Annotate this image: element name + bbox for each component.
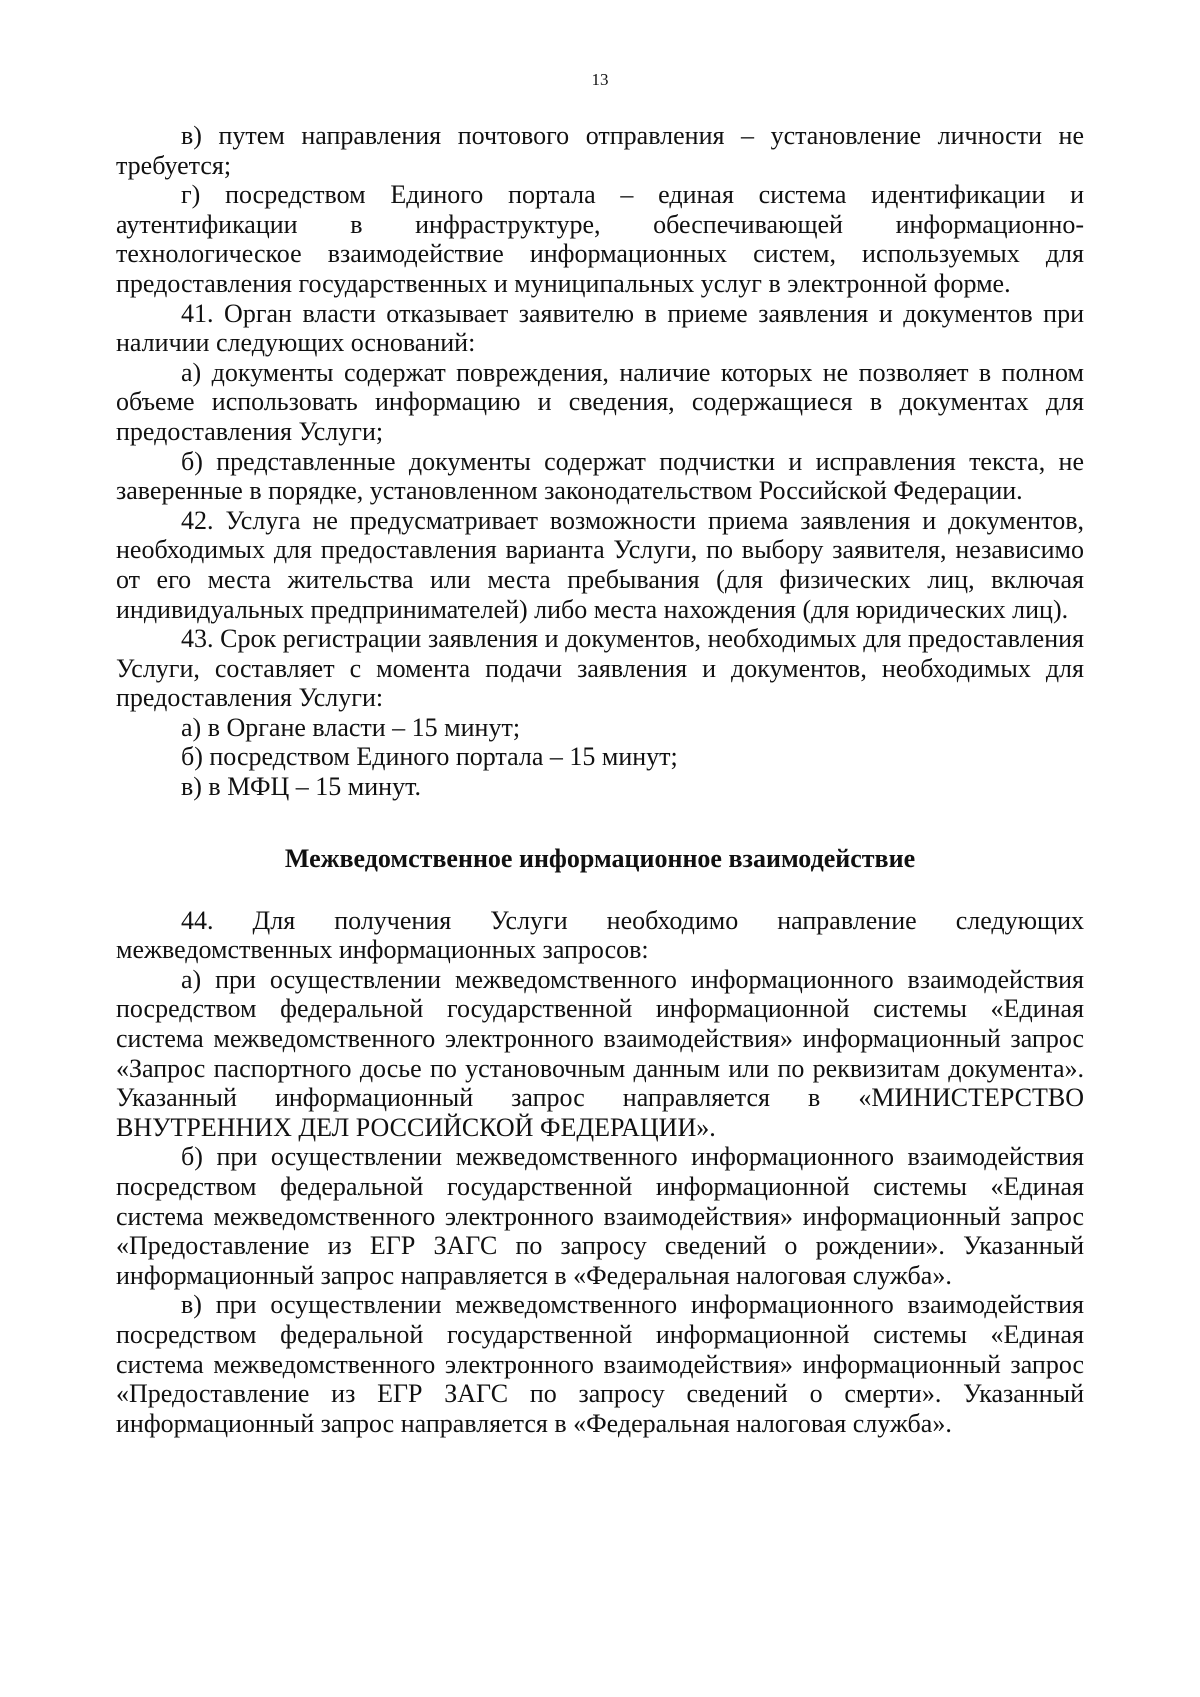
- paragraph-42: 42. Услуга не предусматривает возможности приема заявления и документов, необходимых для предоставления варианта Услуги, по выбору заявителя, независимо от его места жительства или места пребывания (для физических лиц, включая индивидуальных предпринимателей) либо места нахождения (для юридических лиц).: [116, 505, 1084, 624]
- paragraph-44-a: а) при осуществлении межведомственного информационного взаимодействия посредством федеральной государственной информационной системы «Единая система межведомственного электронного взаимодействия» информационный запрос «Запрос паспортного досье по установочным данным или по реквизитам документа». Указанный информационный запрос направляется в «МИНИСТЕРСТВО ВНУТРЕННИХ ДЕЛ РОССИЙСКОЙ ФЕДЕРАЦИИ».: [116, 964, 1084, 1142]
- document-body: [116, 121, 1084, 1438]
- paragraph-44-b: б) при осуществлении межведомственного информационного взаимодействия посредством федеральной государственной информационной системы «Единая система межведомственного электронного взаимодействия» информационный запрос «Предоставление из ЕГР ЗАГС по запросу сведений о рождении». Указанный информационный запрос направляется в «Федеральная налоговая служба».: [116, 1142, 1084, 1290]
- paragraph-44: 44. Для получения Услуги необходимо направление следующих межведомственных информационных запросов:: [116, 905, 1084, 965]
- page-number: 13: [591, 70, 609, 89]
- paragraph-43-a: а) в Органе власти – 15 минут;: [181, 712, 521, 742]
- paragraph-41-b: б) представленные документы содержат подчистки и исправления текста, не заверенные в порядке, установленном законодательством Российской Федерации.: [116, 446, 1084, 506]
- section-heading: Межведомственное информационное взаимодействие: [284, 843, 916, 873]
- paragraph-postal: в) путем направления почтового отправления – установление личности не требуется;: [116, 121, 1084, 180]
- paragraph-44-c: в) при осуществлении межведомственного информационного взаимодействия посредством федеральной государственной информационной системы «Единая система межведомственного электронного взаимодействия» информационный запрос «Предоставление из ЕГР ЗАГС по запросу сведений о смерти». Указанный информационный запрос направляется в «Федеральная налоговая служба».: [116, 1290, 1084, 1438]
- paragraph-unified-portal: г) посредством Единого портала – единая система идентификации и аутентификации в инфраструктуре, обеспечивающей информационно-технологическое взаимодействие информационных систем, используемых для предоставления государственных и муниципальных услуг в электронной форме.: [116, 180, 1084, 298]
- paragraph-43-c: в) в МФЦ – 15 минут.: [181, 772, 421, 802]
- paragraph-43-b: б) посредством Единого портала – 15 минут;: [181, 742, 678, 772]
- paragraph-43: 43. Срок регистрации заявления и документов, необходимых для предоставления Услуги, составляет с момента подачи заявления и документов, необходимых для предоставления Услуги:: [116, 624, 1084, 713]
- paragraph-41: 41. Орган власти отказывает заявителю в приеме заявления и документов при наличии следующих оснований:: [116, 298, 1084, 358]
- paragraph-41-a: а) документы содержат повреждения, наличие которых не позволяет в полном объеме использовать информацию и сведения, содержащиеся в документах для предоставления Услуги;: [116, 357, 1084, 446]
